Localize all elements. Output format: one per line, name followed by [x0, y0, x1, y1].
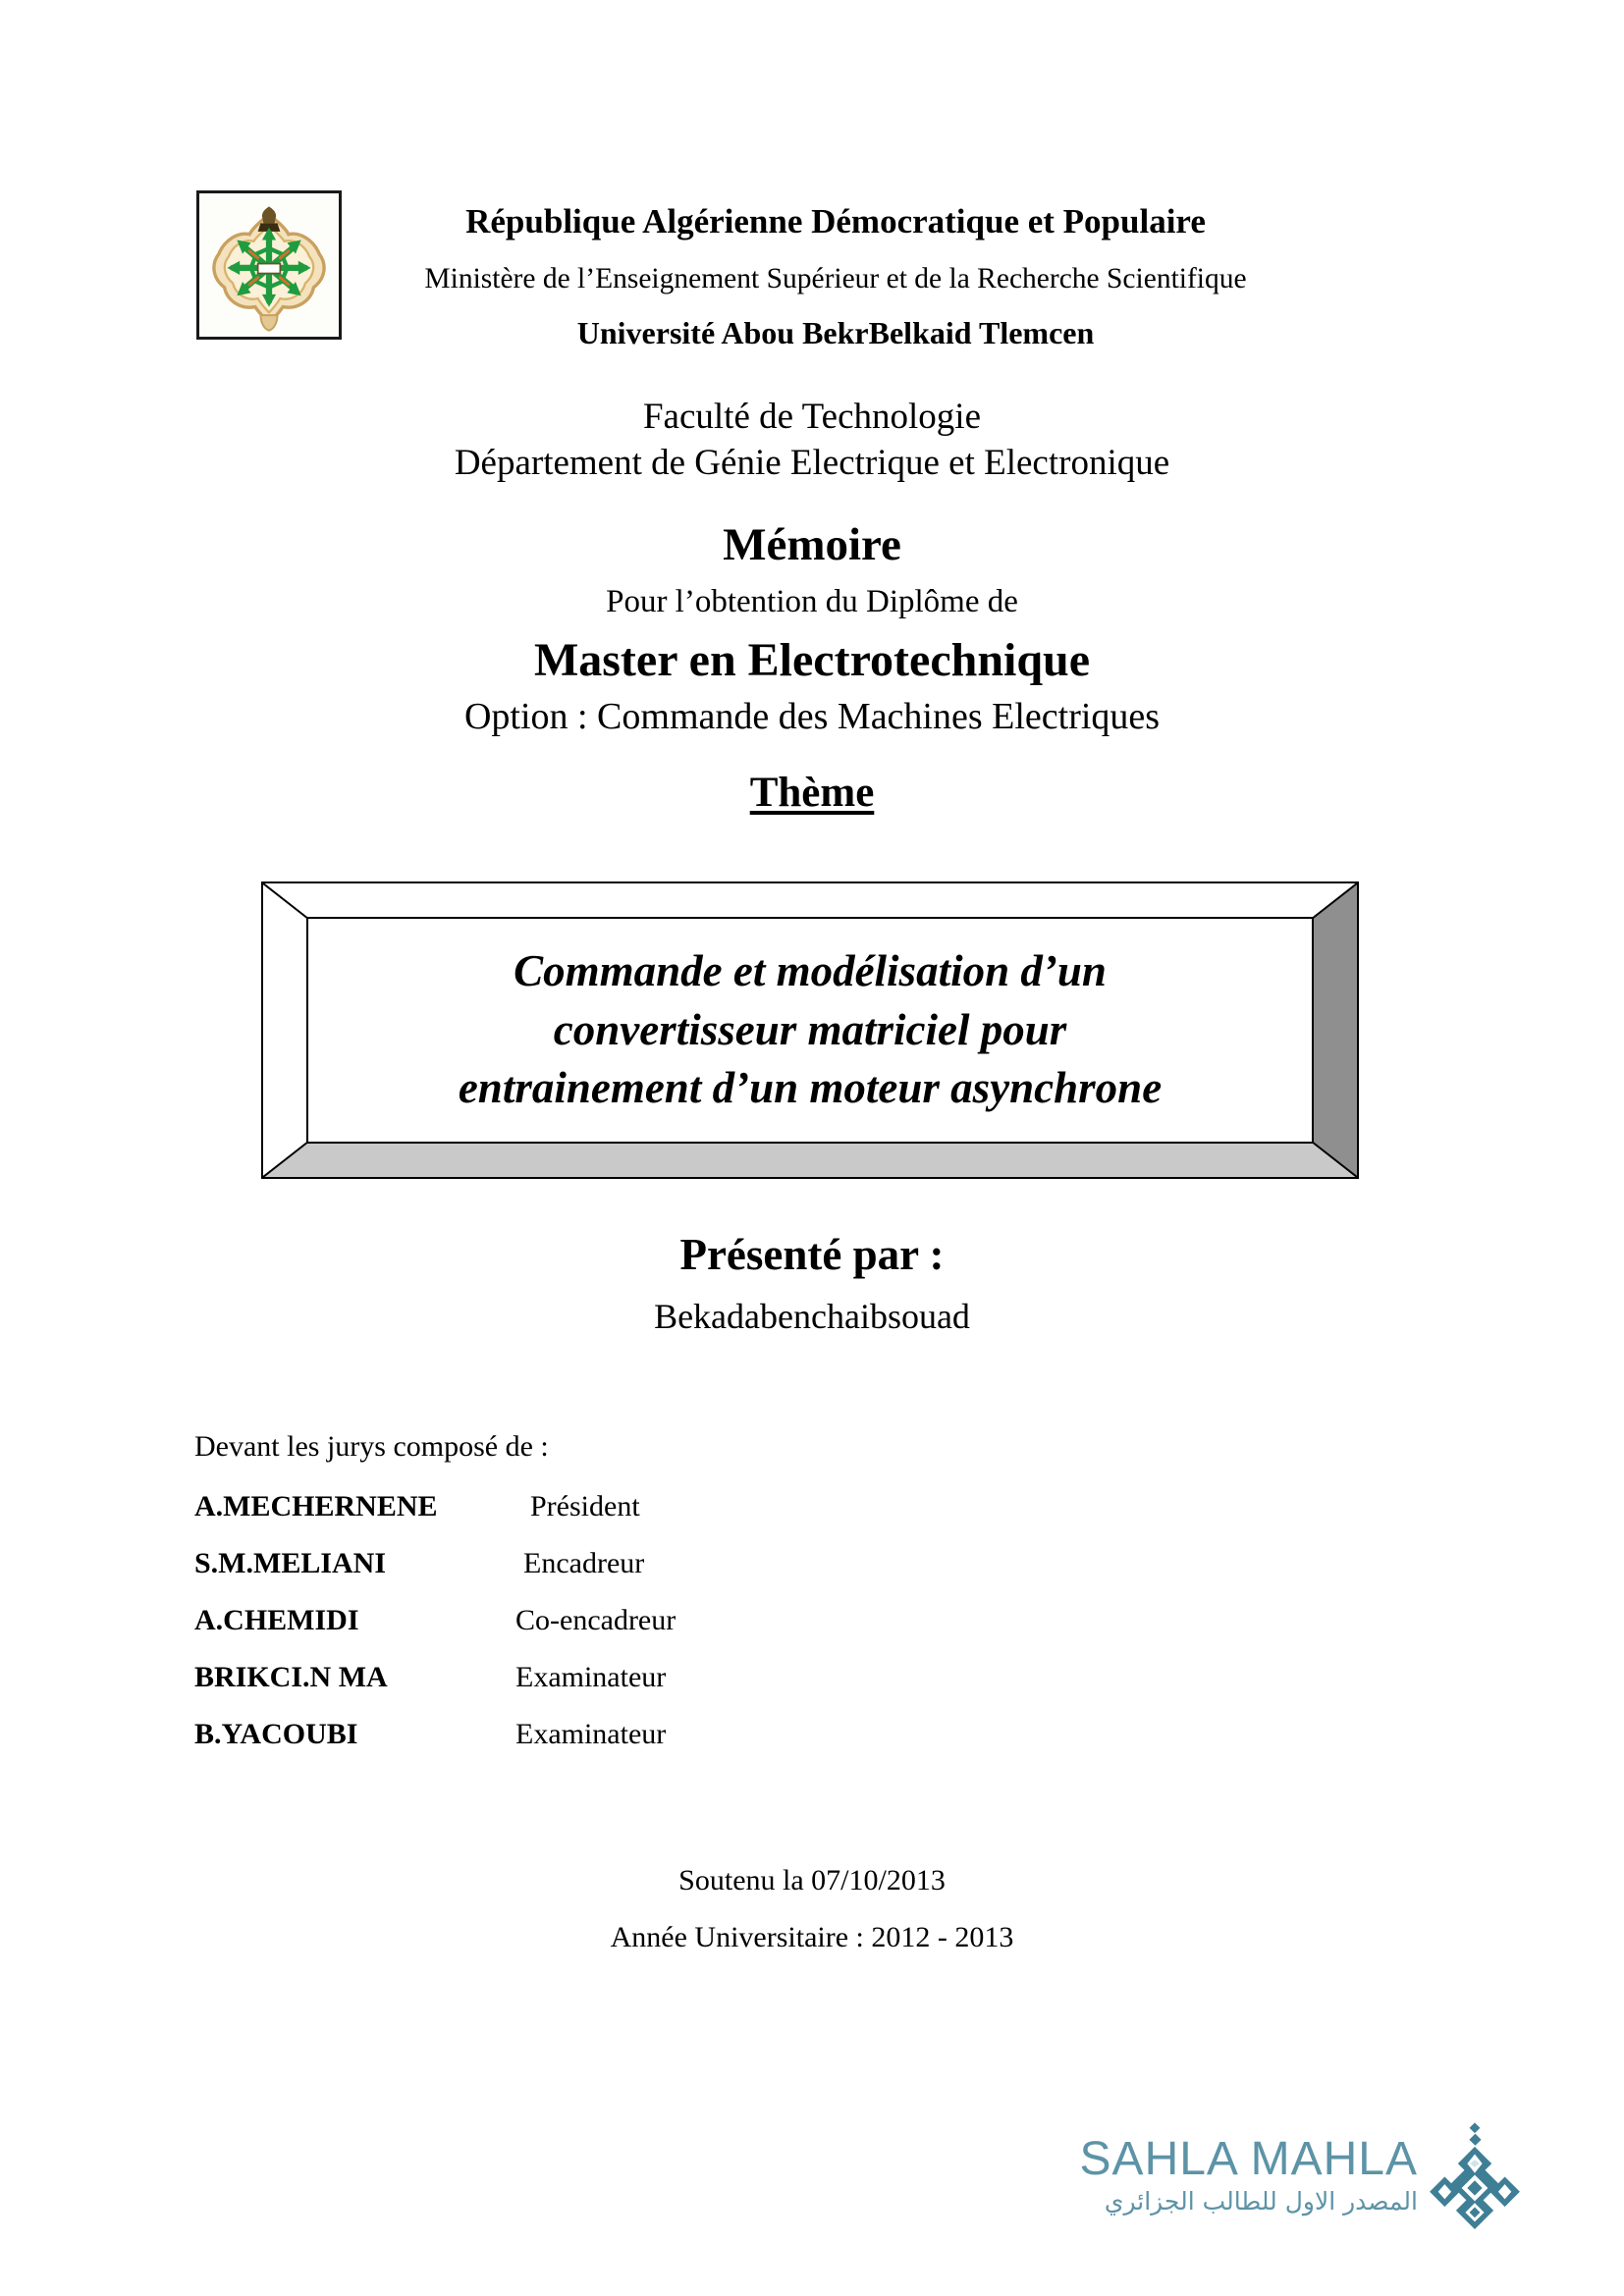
memoire-heading: Mémoire	[723, 519, 901, 570]
thesis-title-frame	[261, 881, 1359, 1179]
author-name: Bekadabenchaibsouad	[654, 1297, 970, 1336]
jury-member-role: Examinateur	[515, 1661, 667, 1693]
jury-row	[194, 1490, 1078, 1547]
defense-date: Soutenu la 07/10/2013	[678, 1864, 946, 1896]
jury-member-name: S.M.MELIANI	[194, 1547, 387, 1579]
presented-by-label: Présenté par :	[679, 1230, 945, 1279]
jury-row	[194, 1718, 1078, 1775]
jury-list	[194, 1490, 1078, 1775]
university-title: Université Abou BekrBelkaid Tlemcen	[576, 315, 1095, 350]
diploma-purpose: Pour l’obtention du Diplôme de	[606, 584, 1018, 619]
jury-member-role: Encadreur	[523, 1547, 645, 1579]
thesis-title-line-3: entrainement d’un moteur asynchrone	[458, 1063, 1163, 1113]
jury-row	[194, 1661, 1078, 1718]
department-line: Département de Génie Electrique et Electronique	[454, 442, 1170, 483]
title-frame-inner-panel	[306, 917, 1314, 1144]
faculty-block	[0, 395, 1624, 487]
thesis-title-line-1: Commande et modélisation d’un	[514, 945, 1107, 995]
faculty-line: Faculté de Technologie	[642, 397, 981, 437]
theme-heading-wrap	[0, 769, 1624, 817]
watermark-row	[1060, 2117, 1522, 2235]
watermark-title: SAHLA MAHLA	[1079, 2132, 1418, 2185]
theme-heading: Thème	[749, 770, 875, 816]
watermark-subtitle: المصدر الاول للطالب الجزائري	[1104, 2186, 1418, 2216]
jury-member-role: Président	[530, 1490, 640, 1522]
option-line: Option : Commande des Machines Electriques	[463, 696, 1161, 737]
jury-member-name: B.YACOUBI	[194, 1718, 358, 1750]
jury-member-name: BRIKCI.N MA	[194, 1661, 388, 1693]
jury-member-name: A.MECHERNENE	[194, 1490, 438, 1522]
sahla-mahla-watermark	[1060, 2117, 1522, 2235]
jury-member-role: Co-encadreur	[515, 1604, 677, 1636]
jury-row	[194, 1547, 1078, 1604]
republic-title: République Algérienne Démocratique et Populaire	[465, 202, 1206, 240]
jury-intro: Devant les jurys composé de :	[194, 1430, 549, 1463]
jury-member-role: Examinateur	[515, 1718, 667, 1750]
academic-year: Année Universitaire : 2012 - 2013	[610, 1921, 1014, 1953]
ministry-title: Ministère de l’Enseignement Supérieur et de la Recherche Scientifique	[424, 263, 1247, 294]
sahla-mahla-diamond-icon	[1428, 2122, 1522, 2230]
watermark-text	[1060, 2132, 1428, 2216]
jury-row	[194, 1604, 1078, 1661]
thesis-title	[445, 942, 1175, 1119]
degree-heading: Master en Electrotechnique	[533, 634, 1091, 686]
jury-member-name: A.CHEMIDI	[194, 1604, 359, 1636]
thesis-title-line-2: convertisseur matriciel pour	[553, 1004, 1067, 1054]
